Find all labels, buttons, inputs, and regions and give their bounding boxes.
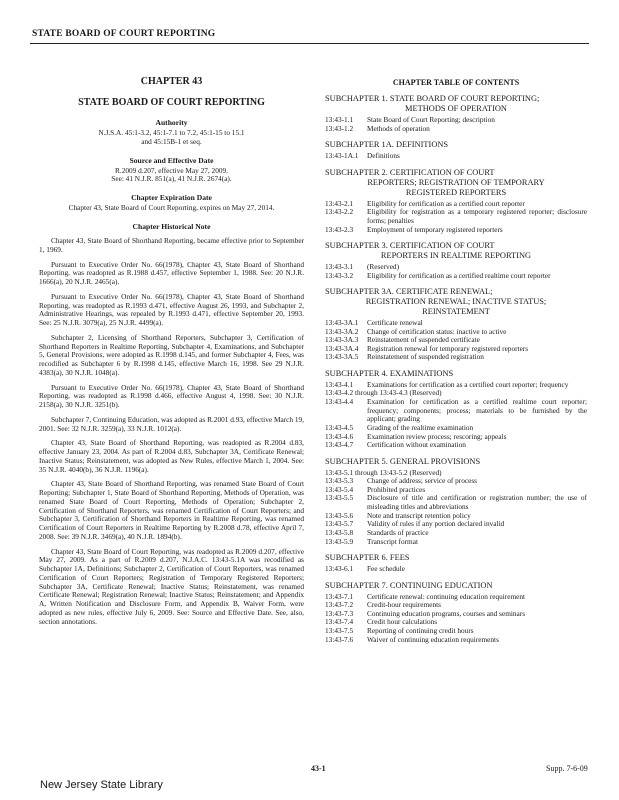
chapter-title: STATE BOARD OF COURT REPORTING (78, 97, 265, 108)
section-title: Eligibility for certification as a certified realtime court reporter (367, 270, 551, 280)
subchapter-heading (325, 168, 587, 198)
section-number: 13:43-6.1 (325, 564, 354, 574)
section-title: Change of address; service of process (367, 476, 478, 486)
subchapter-heading-line: SUBCHAPTER 1. STATE BOARD OF COURT REPORTING; (325, 94, 540, 104)
subchapter-heading-line: REINSTATEMENT (422, 306, 490, 316)
running-header: STATE BOARD OF COURT REPORTING (32, 29, 216, 39)
authority-line: N.J.S.A. 45:1-3.2, 45:1-7.1 to 7.2, 45:1-15 to 15.1 (98, 128, 245, 138)
expiration-text: Chapter 43, State Board of Court Reporting, expires on May 27, 2014. (68, 203, 275, 213)
toc-section[interactable] (325, 593, 587, 602)
section-title: Examination review process; rescoring; appeals (367, 431, 507, 441)
toc-section[interactable] (325, 565, 587, 574)
section-number: 13:43-5.5 (325, 493, 354, 503)
subchapter-heading-line: SUBCHAPTER 4. EXAMINATIONS (325, 368, 454, 378)
history-paragraph: Subchapter 7, Continuing Education, was adopted as R.2001 d.93, effective March 19, 2001. See: 32 N.J.R. 3259(a), 33 N.J.R. 1012(a). (39, 414, 304, 433)
toc-section[interactable] (325, 152, 587, 161)
section-number: 13:43-2.2 (325, 207, 354, 217)
section-number: 13:43-1A.1 (325, 151, 359, 161)
subchapter-heading-line: SUBCHAPTER 3. CERTIFICATION OF COURT (325, 241, 495, 251)
section-title: Eligibility for certification as a certified court reporter (367, 198, 525, 208)
section-title: Credit hour calculations (367, 617, 438, 627)
source-line: See: 41 N.J.R. 851(a), 41 N.J.R. 2674(a). (111, 174, 232, 184)
section-title: Note and transcript retention policy (367, 510, 471, 520)
header-rule (30, 43, 589, 44)
subchapter-heading (325, 94, 587, 114)
toc-section[interactable] (325, 116, 587, 125)
history-paragraph: Subchapter 2, Licensing of Shorthand Reporters, Subchapter 3, Certification of Shorthand Reporters in Realtime Reporting, Subchapter 4, Examinations, and Subchapter 5, General Provisions, were adopted as R.1998 d.145, and former Subchapter 4, Fees, was recodified as Subchapter 6 by R.1998 d.145, effective March 16, 1998. See 29 N.J.R. 4383(a), 30 N.J.R. 1048(a). (39, 332, 304, 377)
toc-section[interactable] (325, 610, 587, 619)
toc-section[interactable] (325, 208, 587, 225)
source-line: R.2009 d.207, effective May 27, 2009. (115, 165, 228, 175)
toc-section[interactable] (325, 441, 587, 450)
section-title: Reporting of continuing credit hours (367, 625, 474, 635)
toc-section[interactable] (325, 226, 587, 235)
history-notes (39, 237, 304, 626)
section-number: 13:43-4.7 (325, 440, 354, 450)
subchapter-heading-line: REPORTERS; REGISTRATION OF TEMPORARY (367, 177, 545, 187)
section-title: (Reserved) (367, 261, 400, 271)
subchapter-heading-line: SUBCHAPTER 2. CERTIFICATION OF COURT (325, 167, 495, 177)
section-number: 13:43-4.1 (325, 379, 354, 389)
subchapter-heading-line: SUBCHAPTER 1A. DEFINITIONS (325, 140, 449, 150)
section-title: Certification without examination (367, 440, 466, 450)
section-number: 13:43-4.5 (325, 422, 354, 432)
page-number: 43-1 (311, 764, 326, 773)
section-title: State Board of Court Reporting; description (367, 115, 495, 125)
section-number: 13:43-5.6 (325, 510, 354, 520)
section-title: Definitions (367, 151, 400, 161)
toc-section[interactable] (325, 125, 587, 134)
section-title: Transcript format (367, 536, 419, 546)
left-column (39, 62, 304, 626)
chapter-number: CHAPTER 43 (140, 76, 203, 87)
history-paragraph: Chapter 43, State Board of Court Reporting, was readopted as R.2009 d.207, effective May 27, 2009. As a part of R.2009 d.207, N.J.A.C. 13:43-5.1A was recodified as Subchapter 1A, Definitions; Subchapter 2, Certification of Court Reporters, was renamed Certification of Court Reporters; Registration of Temporary Registered Reporters; Subchapter 3A, Certificate Renewal; Inactive Status; Reinstatement, was renamed Certificate Renewal; Registration Renewal; Inactive Status; Reinstatement; and Appendix A, Written Notification and Disclosure Form, and Appendix B, Waiver Form, were adopted as new rules, effective July 6, 2009. See: Source and Effective Date. See, also, section annotations. (39, 546, 304, 626)
section-number: 13:43-3A.2 (325, 326, 359, 336)
history-paragraph: Chapter 43, State Board of Shorthand Reporting, was renamed State Board of Court Reporting; Subchapter 1, State Board of Shorthand Reporting, Methods of Operation, was renamed State Board of Court Reporting, Methods of Operation; Subchapter 2, Certification of Shorthand Reporters, was renamed Certification of Court Reporters; and Subchapter 3, Certification of Shorthand Reporters in Realtime Reporting, was renamed Certification of Court Reporters in Realtime Reporting by R.2008 d.78, effective April 7, 2008. See: 39 N.J.R. 3469(a), 40 N.J.R. 1894(b). (39, 479, 304, 541)
source-heading: Source and Effective Date (129, 155, 214, 165)
section-number: 13:43-1.2 (325, 123, 354, 133)
section-title: Waiver of continuing education requirements (367, 634, 499, 644)
section-number: 13:43-3A.1 (325, 317, 359, 327)
authority-heading: Authority (155, 118, 188, 127)
history-paragraph: Chapter 43, State Board of Shorthand Reporting, became effective prior to September 1, 1969. (39, 236, 304, 254)
table-of-contents (325, 94, 587, 644)
toc-section[interactable] (325, 272, 587, 281)
subchapter-heading (325, 140, 587, 150)
section-title: Certificate renewal: continuing education requirement (367, 591, 526, 601)
section-title: Change of certification status: inactive to active (367, 326, 507, 336)
subchapter-heading-line: REGISTRATION RENEWAL; INACTIVE STATUS; (365, 297, 547, 307)
section-number: 13:43-3.2 (325, 270, 354, 280)
section-title: Fee schedule (367, 564, 405, 574)
toc-section[interactable] (325, 477, 587, 486)
toc-section[interactable] (325, 529, 587, 538)
section-number: 13:43-4.6 (325, 431, 354, 441)
section-number: 13:43-7.1 (325, 591, 354, 601)
toc-section[interactable] (325, 538, 587, 547)
section-number: 13:43-7.2 (325, 600, 354, 610)
section-title: Validity of rules if any portion declared invalid (367, 519, 505, 529)
section-number: 13:43-2.1 (325, 198, 354, 208)
toc-section[interactable] (325, 353, 587, 362)
supplement-date: Supp. 7-6-09 (546, 764, 588, 773)
section-title: Employment of temporary registered reporters (367, 224, 503, 234)
subchapter-heading (325, 369, 587, 379)
library-stamp: New Jersey State Library (40, 779, 163, 791)
section-title: Standards of practice (367, 527, 429, 537)
section-title: 13:43-5.1 through 13:43-5.2 (Reserved) (325, 467, 442, 477)
history-paragraph: Pursuant to Executive Order No. 66(1978), Chapter 43, State Board of Shorthand Reporting, was readopted as R.1998 d.466, effective August 4, 1998. See: 30 N.J.R. 2158(a), 30 N.J.R. 3251(b). (39, 382, 304, 410)
history-paragraph: Pursuant to Executive Order No. 66(1978), Chapter 43, State Board of Shorthand Reporting, was readopted as R.1988 d.457, effective September 1, 1988. See: 20 N.J.R. 1666(a), 20 N.J.R. 2465(a). (39, 259, 304, 287)
section-title: 13:43-4.2 through 13:43-4.3 (Reserved) (325, 388, 442, 398)
history-paragraph: Chapter 43, State Board of Shorthand Reporting, was readopted as R.2004 d.83, effective January 23, 2004. As part of R.2004 d.83, Subchapter 3A, Certificate Renewal; Inactive Status; Reinstatement, was adopted as New Rules, effective March 1, 2004. See: 35 N.J.R. 4040(b), 36 N.J.R. 1196(a). (39, 438, 304, 474)
subchapter-heading-line: SUBCHAPTER 6. FEES (325, 553, 410, 563)
history-paragraph: Pursuant to Executive Order No. 66(1978), Chapter 43, State Board of Shorthand Reporting, was readopted as R.1993 d.471, effective August 26, 1993, and Subchapter 2, Administrative Hearings, was repealed by R.1993 d.471, effective September 20, 1993. See: 25 N.J.R. 3079(a), 25 N.J.R. 4499(a). (39, 291, 304, 328)
section-title: Registration renewal for temporary registered reporters (367, 343, 529, 353)
section-title: Credit-hour requirements (367, 600, 441, 610)
subchapter-heading-line: METHODS OF OPERATION (405, 104, 507, 114)
section-number: 13:43-3.1 (325, 261, 354, 271)
section-title: Examinations for certification as a certified court reporter; frequency (367, 379, 569, 389)
toc-title: CHAPTER TABLE OF CONTENTS (392, 78, 520, 87)
right-column (325, 78, 587, 644)
section-title: Reinstatement of suspended registration (367, 352, 484, 362)
section-number: 13:43-7.3 (325, 608, 354, 618)
section-title: Certificate renewal (367, 317, 423, 327)
section-number: 13:43-3A.5 (325, 352, 359, 362)
section-title: Continuing education programs, courses and seminars (367, 608, 526, 618)
section-title: Grading of the realtime examination (367, 422, 474, 432)
section-number: 13:43-2.3 (325, 224, 354, 234)
toc-section[interactable] (325, 520, 587, 529)
section-title: Prohibited practices (367, 484, 426, 494)
section-number: 13:43-5.3 (325, 476, 354, 486)
section-title: Examination for certification as a certified realtime court reporter; frequency; components; process; materials to be furnished by the applicant; grading (367, 397, 587, 424)
section-title: Methods of operation (367, 123, 430, 133)
subchapter-heading (325, 457, 587, 467)
subchapter-heading-line: REPORTERS IN REALTIME REPORTING (380, 251, 532, 261)
subchapter-heading-line: REGISTERED REPORTERS (405, 187, 507, 197)
subchapter-heading-line: SUBCHAPTER 7. CONTINUING EDUCATION (325, 580, 493, 590)
expiration-heading: Chapter Expiration Date (131, 193, 212, 203)
toc-section[interactable] (325, 636, 587, 645)
section-number: 13:43-5.4 (325, 484, 354, 494)
section-number: 13:43-7.5 (325, 625, 354, 635)
toc-section[interactable] (325, 398, 587, 424)
subchapter-heading (325, 581, 587, 591)
authority-line: and 45:15B-1 et seq. (141, 136, 202, 146)
subchapter-heading (325, 287, 587, 317)
subchapter-heading-line: SUBCHAPTER 3A. CERTIFICATE RENEWAL; (325, 287, 493, 297)
subchapter-heading (325, 241, 587, 261)
section-number: 13:43-5.7 (325, 519, 354, 529)
section-number: 13:43-5.9 (325, 536, 354, 546)
section-number: 13:43-1.1 (325, 115, 354, 125)
section-title: Disclosure of title and certification or registration number; the use of misleading titles and abbreviations (367, 493, 587, 512)
section-number: 13:43-5.8 (325, 527, 354, 537)
section-number: 13:43-4.4 (325, 397, 354, 407)
section-number: 13:43-3A.4 (325, 343, 359, 353)
toc-section[interactable] (325, 494, 587, 511)
section-number: 13:43-7.6 (325, 634, 354, 644)
subchapter-heading (325, 553, 587, 563)
section-title: Reinstatement of suspended certificate (367, 335, 480, 345)
subchapter-heading-line: SUBCHAPTER 5. GENERAL PROVISIONS (325, 456, 481, 466)
history-heading: Chapter Historical Note (132, 222, 211, 232)
section-title: Eligibility for registration as a temporary registered reporter; disclosure forms; penalties (367, 207, 587, 225)
section-number: 13:43-3A.3 (325, 335, 359, 345)
section-number: 13:43-7.4 (325, 617, 354, 627)
